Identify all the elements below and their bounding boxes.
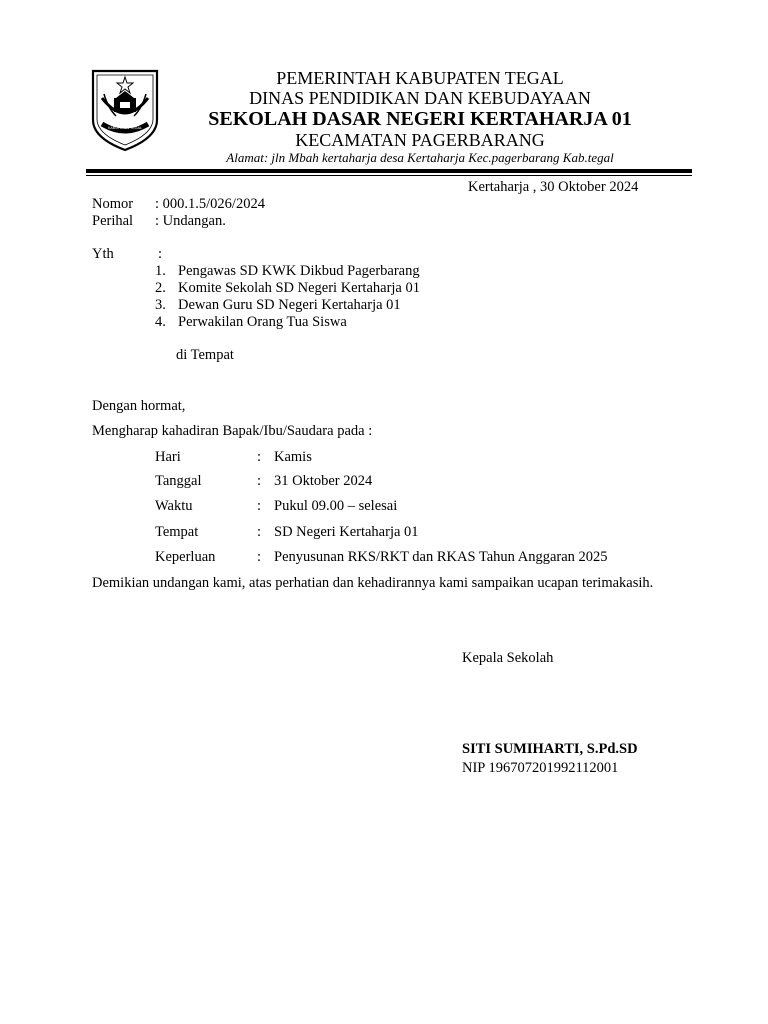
detail-value: 31 Oktober 2024 (274, 473, 373, 489)
closing-paragraph: Demikian undangan kami, atas perhatian dan kehadirannya kami sampaikan ucapan terimakasih. (92, 575, 654, 591)
detail-label: Tempat (155, 524, 199, 540)
detail-colon: : (257, 524, 262, 540)
recipient-item: Dewan Guru SD Negeri Kertaharja 01 (178, 297, 401, 313)
detail-value: Penyusunan RKS/RKT dan RKAS Tahun Anggaran 2025 (274, 549, 608, 565)
recipient-number: 3. (155, 297, 166, 313)
recipient-number: 1. (155, 263, 166, 279)
recipient-number: 4. (155, 314, 166, 330)
crest-banner-text: KABUPATEN TEGAL (108, 126, 142, 130)
letterhead-address: Alamat: jln Mbah kertaharja desa Kertaharja Kec.pagerbarang Kab.tegal (226, 150, 614, 165)
signatory-nip: NIP 196707201992112001 (462, 760, 619, 776)
signature-title: Kepala Sekolah (462, 650, 554, 666)
nomor-value: : 000.1.5/026/2024 (155, 196, 265, 212)
recipient-label: Yth (92, 246, 114, 262)
recipient-place: di Tempat (176, 347, 234, 363)
letterhead-district: KECAMATAN PAGERBARANG (295, 130, 545, 150)
detail-colon: : (257, 498, 262, 514)
recipient-item: Perwakilan Orang Tua Siswa (178, 314, 347, 330)
detail-label: Waktu (155, 498, 193, 514)
nomor-label: Nomor (92, 196, 134, 212)
detail-value: SD Negeri Kertaharja 01 (274, 524, 419, 540)
greeting: Dengan hormat, (92, 398, 186, 414)
perihal-value: : Undangan. (155, 213, 226, 229)
header-divider-thin (86, 175, 692, 176)
detail-value: Kamis (274, 449, 312, 465)
letter-date: Kertaharja , 30 Oktober 2024 (468, 179, 639, 195)
invitation-intro: Mengharap kahadiran Bapak/Ibu/Saudara pada : (92, 423, 373, 439)
letterhead-school-name: SEKOLAH DASAR NEGERI KERTAHARJA 01 (208, 108, 632, 130)
header-divider-thick (86, 169, 692, 173)
recipient-number: 2. (155, 280, 166, 296)
detail-value: Pukul 09.00 – selesai (274, 498, 398, 514)
recipient-item: Pengawas SD KWK Dikbud Pagerbarang (178, 263, 420, 279)
signatory-name: SITI SUMIHARTI, S.Pd.SD (462, 741, 638, 757)
letterhead-department: DINAS PENDIDIKAN DAN KEBUDAYAAN (249, 88, 591, 108)
regency-crest-icon (90, 68, 160, 152)
detail-label: Tanggal (155, 473, 202, 489)
perihal-label: Perihal (92, 213, 134, 229)
detail-colon: : (257, 473, 262, 489)
recipient-item: Komite Sekolah SD Negeri Kertaharja 01 (178, 280, 420, 296)
recipient-colon: : (158, 246, 163, 262)
detail-colon: : (257, 449, 262, 465)
detail-label: Keperluan (155, 549, 216, 565)
detail-label: Hari (155, 449, 181, 465)
letterhead-government: PEMERINTAH KABUPATEN TEGAL (276, 68, 564, 88)
detail-colon: : (257, 549, 262, 565)
